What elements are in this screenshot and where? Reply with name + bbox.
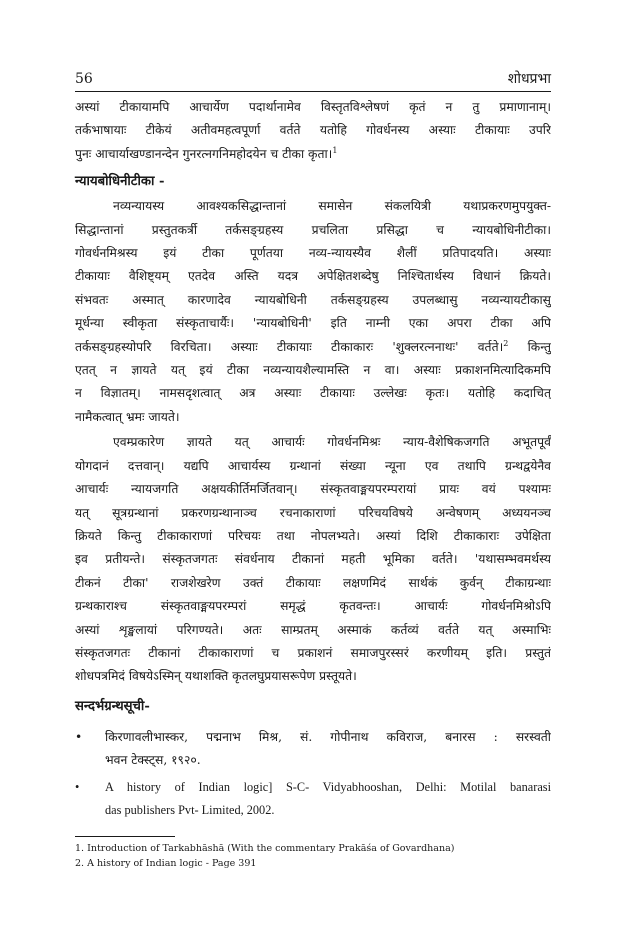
text-line: तर्कभाषायाः टीकेयं अतीवमहत्वपूर्णा वर्तते यतोहि गोवर्धनस्य अस्याः टीकायाः उपरि bbox=[75, 123, 551, 138]
reference-list bbox=[75, 726, 551, 822]
bullet-icon: • bbox=[75, 729, 83, 744]
reference-line: das publishers Pvt- Limited, 2002. bbox=[105, 802, 275, 817]
bullet-icon: • bbox=[75, 779, 80, 794]
text-line: योगदानं दत्तवान्। यद्यपि आचार्यस्य ग्रन्थानां संख्या न्यूना एव तथापि ग्रन्थद्वयेनैव bbox=[75, 458, 551, 473]
reference-line: किरणावलीभास्कर, पद्मनाभ मिश्र, सं. गोपीनाथ कविराज, बनारस : सरस्वती bbox=[105, 729, 551, 744]
text-line: आचार्यः न्यायजगति अक्षयकीर्तिमर्जितवान्। संस्कृतवाङ्मयपरम्परायां प्रायः वयं पश्यामः bbox=[75, 482, 551, 497]
footnote: 2. A history of Indian logic - Page 391 bbox=[75, 857, 257, 869]
document-page bbox=[75, 70, 551, 871]
text-line: एतत् न ज्ञायते यत् इयं टीका नव्यन्यायशैल्यामस्ति न वा। अस्याः प्रकाशनमित्यादिकमपि bbox=[75, 363, 551, 378]
text-line: टीकनं टीका' राजशेखरेण उक्तं टीकायाः लक्षणमिदं सार्थकं कुर्वन् टीकाग्रन्थाः bbox=[75, 575, 551, 590]
text-line: पुनः आचार्याखण्डानन्देन गुनरत्नगनिमहोदयेन च टीका कृता।$^1$ bbox=[75, 145, 338, 161]
text-line: शोधपत्रमिदं विषयेऽस्मिन् यथाशक्ति कृतलघुप्रयासरूपेण प्रस्तूयते। bbox=[75, 669, 357, 684]
footnote-marker: 2 bbox=[503, 338, 509, 348]
reference-item bbox=[75, 726, 551, 772]
paragraph-2 bbox=[75, 195, 551, 429]
text-line: क्रियते किन्तु टीकाकाराणां परिचयः तथा नोपलभ्यते। अस्यां दिशि टीकाकाराः उपेक्षिता bbox=[75, 528, 551, 543]
section-heading: न्यायबोधिनीटीका - bbox=[75, 174, 165, 190]
text-line: मूर्धन्या स्वीकृता संस्कृताचार्यैः। 'न्यायबोधिनी' इति नाम्नी एका अपरा टीका अपि bbox=[75, 316, 551, 331]
paragraph-3 bbox=[75, 431, 551, 688]
text-line: संस्कृतजगतः टीकानां टीकाकाराणां च प्रकाशनं समाजपुरस्सरं करणीयम् इति। प्रस्तुतं bbox=[75, 645, 551, 660]
footnote-divider bbox=[75, 836, 175, 837]
reference-item bbox=[75, 776, 551, 822]
footnotes bbox=[75, 841, 551, 871]
text-line: सिद्धान्तानां प्रस्तुतकर्त्री तर्कसङ्ग्रहस्य प्रचलिता प्रसिद्धा च न्यायबोधिनीटीका। bbox=[75, 222, 551, 237]
text-line: इव प्रतीयन्ते। संस्कृतजगतः संवर्धनाय टीकानां महती भूमिका वर्तते। 'यथासम्भवमर्थस्य bbox=[75, 552, 551, 567]
paragraph-1 bbox=[75, 96, 551, 166]
text-line: न विज्ञातम्। नामसदृशत्वात् अत्र अस्याः टीकायाः उल्लेखः कृतः। यतोहि कदाचित् bbox=[75, 386, 551, 401]
text-line: नामैकत्वात् भ्रमः जायते। bbox=[75, 409, 180, 424]
page-number: 56 bbox=[75, 71, 93, 87]
journal-title: शोधप्रभा bbox=[507, 71, 551, 87]
reference-line: भवन टेक्स्ट्स, १९२०. bbox=[105, 752, 201, 767]
text-line: तर्कसङ्ग्रहस्योपरि विरचिता। अस्याः टीकायाः टीकाकारः 'शुक्लरत्ननाथः' वर्तते।$^2$ किन्तु bbox=[75, 338, 551, 354]
text-line: एवम्प्रकारेण ज्ञायते यत् आचार्यः गोवर्धनमिश्रः न्याय-वैशेषिकजगति अभूतपूर्वं bbox=[113, 435, 551, 450]
text-line: अस्यां टीकायामपि आचार्येण पदार्थानामेव विस्तृतविश्लेषणं कृतं न तु प्रमाणानाम्। bbox=[75, 100, 551, 114]
text-line: ग्रन्थकाराश्च संस्कृतवाङ्मयपरम्परां समृद्धं कृतवन्तः। आचार्यः गोवर्धनमिश्रोऽपि bbox=[75, 599, 551, 614]
running-header bbox=[75, 70, 551, 92]
text-line: नव्यन्यायस्य आवश्यकसिद्धान्तानां समासेन संकलयित्री यथाप्रकरणमुपयुक्त- bbox=[113, 199, 551, 214]
text-line: संभवतः अस्मात् कारणादेव न्यायबोधिनी तर्कसङ्ग्रहस्य उपलब्धासु नव्यन्यायटीकासु bbox=[75, 292, 551, 307]
text-line: अस्यां शृङ्खलायां परिगण्यते। अतः साम्प्रतम् अस्माकं कर्तव्यं वर्तते यत् अस्माभिः bbox=[75, 622, 551, 637]
reference-line: A history of Indian logic] S-C- Vidyabhooshan, Delhi: Motilal banarasi bbox=[105, 779, 551, 794]
footnote: 1. Introduction of Tarkabhāshā (With the commentary Prakāśa of Govardhana) bbox=[75, 842, 455, 854]
references-heading: सन्दर्भग्रन्थसूची- bbox=[75, 698, 150, 714]
text-line: यत् सूत्रग्रन्थानां प्रकरणग्रन्थानाञ्च रचनाकाराणां परिचयविषये अन्वेषणम् अध्ययनञ्च bbox=[75, 505, 551, 520]
footnote-marker: 1 bbox=[332, 145, 338, 155]
text-line: टीकायाः वैशिष्ट्यम् एतदेव अस्ति यदत्र अपेक्षितशब्देषु निश्चितार्थस्य विधानं क्रियते। bbox=[75, 269, 551, 284]
text-line: गोवर्धनमिश्रस्य इयं टीका पूर्णतया नव्य-न्यायस्यैव शैलीं प्रतिपादयति। अस्याः bbox=[75, 246, 551, 261]
